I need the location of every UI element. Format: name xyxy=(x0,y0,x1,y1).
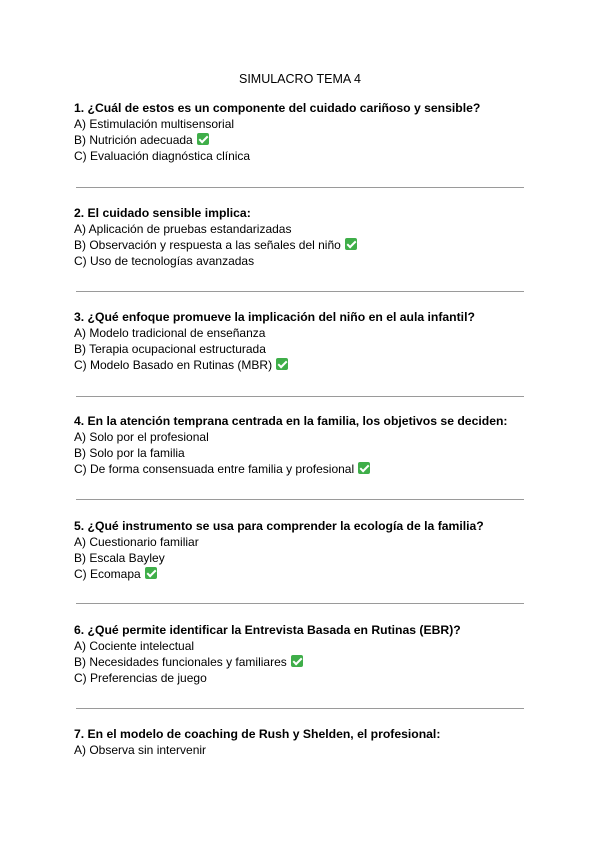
divider xyxy=(76,499,524,500)
option-a: A) Observa sin intervenir xyxy=(74,743,207,757)
option-a: A) Estimulación multisensorial xyxy=(74,117,235,131)
option-c: C) De forma consensuada entre familia y profesional xyxy=(74,461,534,477)
option-b: B) Observación y respuesta a las señales del niño xyxy=(74,237,534,253)
check-mark-icon xyxy=(345,238,357,250)
option-b: B) Necesidades funcionales y familiares xyxy=(74,654,534,670)
option-b: B) Solo por la familia xyxy=(74,446,185,460)
question-2 xyxy=(74,205,534,269)
question-3 xyxy=(74,309,534,373)
divider xyxy=(76,396,524,397)
check-mark-icon xyxy=(358,462,370,474)
question-6 xyxy=(74,622,534,686)
option-a: A) Cuestionario familiar xyxy=(74,535,199,549)
question-1 xyxy=(74,100,534,164)
check-mark-icon xyxy=(291,655,303,667)
option-c: C) Uso de tecnologías avanzadas xyxy=(74,254,255,268)
page-title: SIMULACRO TEMA 4 xyxy=(238,72,362,86)
option-a: A) Cociente intelectual xyxy=(74,639,195,653)
option-b: B) Escala Bayley xyxy=(74,551,165,565)
check-mark-icon xyxy=(276,358,288,370)
check-mark-icon xyxy=(145,567,157,579)
option-c: C) Ecomapa xyxy=(74,566,534,582)
option-b: B) Nutrición adecuada xyxy=(74,132,534,148)
option-b: B) Terapia ocupacional estructurada xyxy=(74,342,266,356)
divider xyxy=(76,291,524,292)
question-text: 6. ¿Qué permite identificar la Entrevista Basada en Rutinas (EBR)? xyxy=(74,623,461,637)
option-c: C) Evaluación diagnóstica clínica xyxy=(74,149,251,163)
option-c: C) Preferencias de juego xyxy=(74,671,207,685)
option-a: A) Modelo tradicional de enseñanza xyxy=(74,326,266,340)
question-text: 5. ¿Qué instrumento se usa para comprender la ecología de la familia? xyxy=(74,519,484,533)
option-a: A) Aplicación de pruebas estandarizadas xyxy=(74,222,292,236)
divider xyxy=(76,187,524,188)
question-text: 3. ¿Qué enfoque promueve la implicación del niño en el aula infantil? xyxy=(74,310,475,324)
question-4 xyxy=(74,413,534,477)
question-text: 2. El cuidado sensible implica: xyxy=(74,206,251,220)
question-text: 1. ¿Cuál de estos es un componente del cuidado cariñoso y sensible? xyxy=(74,101,481,115)
divider xyxy=(76,708,524,709)
option-c: C) Modelo Basado en Rutinas (MBR) xyxy=(74,357,534,373)
check-mark-icon xyxy=(197,133,209,145)
question-text: 7. En el modelo de coaching de Rush y Shelden, el profesional: xyxy=(74,727,441,741)
question-5 xyxy=(74,518,534,582)
option-a: A) Solo por el profesional xyxy=(74,430,209,444)
divider xyxy=(76,603,524,604)
question-text: 4. En la atención temprana centrada en la familia, los objetivos se deciden: xyxy=(74,414,508,428)
question-7 xyxy=(74,726,534,758)
